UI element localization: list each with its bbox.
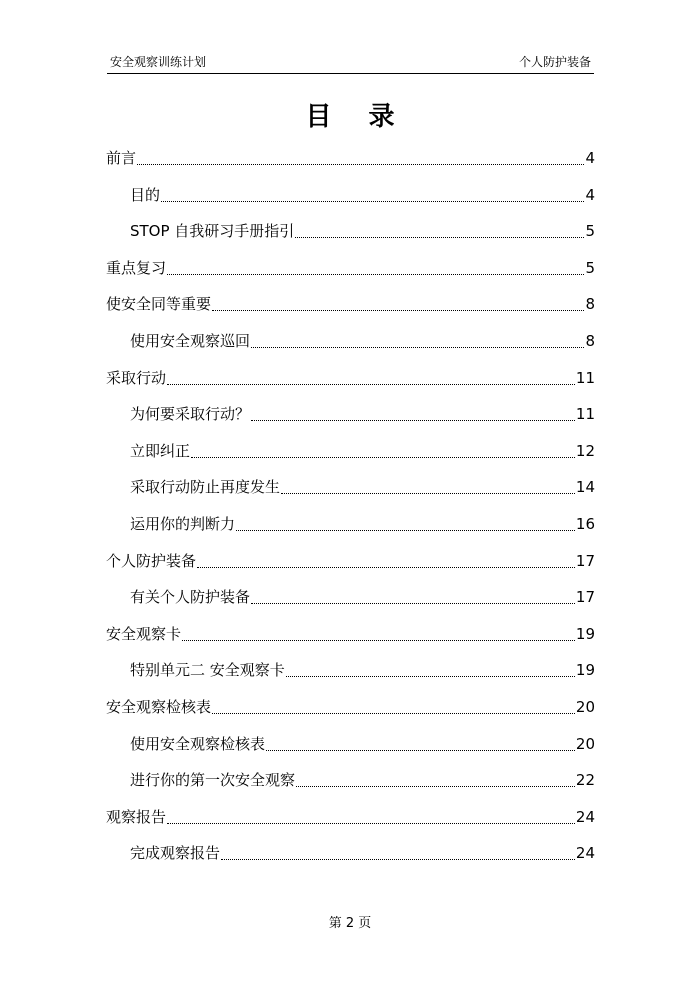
toc-dot-leader (197, 567, 575, 568)
toc-dot-leader (221, 859, 575, 860)
toc-entry-page: 12 (575, 442, 595, 460)
toc-entry[interactable] (106, 363, 595, 393)
toc-entry-label: 安全观察卡 (106, 625, 182, 643)
toc-entry[interactable] (106, 546, 595, 576)
toc-dot-leader (191, 457, 575, 458)
toc-entry-label: 采取行动防止再度发生 (130, 478, 281, 496)
toc-entry-page: 14 (575, 478, 595, 496)
toc-entry[interactable] (106, 802, 595, 832)
toc-entry[interactable] (130, 472, 595, 502)
toc-dot-leader (212, 310, 584, 311)
toc-entry-page: 8 (585, 332, 595, 350)
toc-entry-page: 24 (575, 808, 595, 826)
toc-dot-leader (167, 274, 584, 275)
toc-entry[interactable] (106, 143, 595, 173)
toc-dot-leader (182, 640, 575, 641)
toc-entry[interactable] (130, 216, 595, 246)
toc-entry-label: 运用你的判断力 (130, 515, 236, 533)
toc-entry[interactable] (106, 619, 595, 649)
toc-entry-page: 22 (575, 771, 595, 789)
toc-entry-label: 有关个人防护装备 (130, 588, 251, 606)
page-number: 第 2 页 (328, 916, 372, 931)
toc-entry-page: 19 (575, 625, 595, 643)
toc-entry-page: 4 (585, 149, 595, 167)
toc-entry-label: 使安全同等重要 (106, 295, 212, 313)
toc-dot-leader (296, 786, 575, 787)
toc-dot-leader (167, 384, 575, 385)
toc-entry[interactable] (106, 692, 595, 722)
toc-entry-label: 为何要采取行动？ (130, 405, 251, 423)
toc-entry-label: 安全观察检核表 (106, 698, 212, 716)
toc-entry-page: 19 (575, 661, 595, 679)
toc-entry[interactable] (130, 436, 595, 466)
toc-entry[interactable] (130, 655, 595, 685)
toc-entry[interactable] (130, 765, 595, 795)
toc-entry[interactable] (130, 509, 595, 539)
toc-entry[interactable] (106, 289, 595, 319)
toc-entry-page: 17 (575, 588, 595, 606)
toc-entry-label: 观察报告 (106, 808, 167, 826)
toc-entry-page: 4 (585, 186, 595, 204)
toc-dot-leader (251, 347, 584, 348)
toc-entry-page: 16 (575, 515, 595, 533)
toc-title: 目 录 (305, 102, 409, 132)
toc-dot-leader (281, 493, 575, 494)
toc-entry-page: 5 (585, 222, 595, 240)
toc-dot-leader (236, 530, 575, 531)
toc-entry[interactable] (130, 838, 595, 868)
toc-entry-label: STOP 自我研习手册指引 (130, 222, 295, 240)
toc-dot-leader (212, 713, 575, 714)
toc-entry-page: 11 (575, 369, 595, 387)
toc-entry[interactable] (130, 399, 595, 429)
toc-dot-leader (251, 420, 575, 421)
toc-entry[interactable] (130, 582, 595, 612)
toc-dot-leader (251, 603, 575, 604)
toc-dot-leader (161, 201, 584, 202)
toc-entry-label: 个人防护装备 (106, 552, 197, 570)
toc-entry-label: 进行你的第一次安全观察 (130, 771, 296, 789)
toc-entry-page: 17 (575, 552, 595, 570)
toc-dot-leader (167, 823, 575, 824)
toc-dot-leader (137, 164, 584, 165)
toc-dot-leader (295, 237, 584, 238)
toc-entry-label: 立即纠正 (130, 442, 191, 460)
toc-entry-label: 前言 (106, 149, 137, 167)
toc-entry[interactable] (130, 326, 595, 356)
toc-entry-page: 20 (575, 735, 595, 753)
page-header (107, 51, 594, 74)
toc-entry-label: 重点复习 (106, 259, 167, 277)
toc-entry-label: 特别单元二 安全观察卡 (130, 661, 285, 679)
toc-entry-page: 24 (575, 844, 595, 862)
toc-entry-label: 目的 (130, 186, 161, 204)
toc-entry[interactable] (130, 729, 595, 759)
toc-dot-leader (286, 676, 575, 677)
toc-entry-page: 11 (575, 405, 595, 423)
toc-entry[interactable] (106, 253, 595, 283)
toc-entry-page: 8 (585, 295, 595, 313)
toc-entry[interactable] (130, 180, 595, 210)
toc-entry-label: 完成观察报告 (130, 844, 221, 862)
toc-entry-label: 使用安全观察检核表 (130, 735, 266, 753)
toc-entry-label: 采取行动 (106, 369, 167, 387)
toc-entry-page: 20 (575, 698, 595, 716)
toc-entry-page: 5 (585, 259, 595, 277)
toc-dot-leader (266, 750, 575, 751)
toc-entry-label: 使用安全观察巡回 (130, 332, 251, 350)
header-section-title: 个人防护装备 (518, 55, 591, 69)
header-document-title: 安全观察训练计划 (110, 55, 207, 69)
